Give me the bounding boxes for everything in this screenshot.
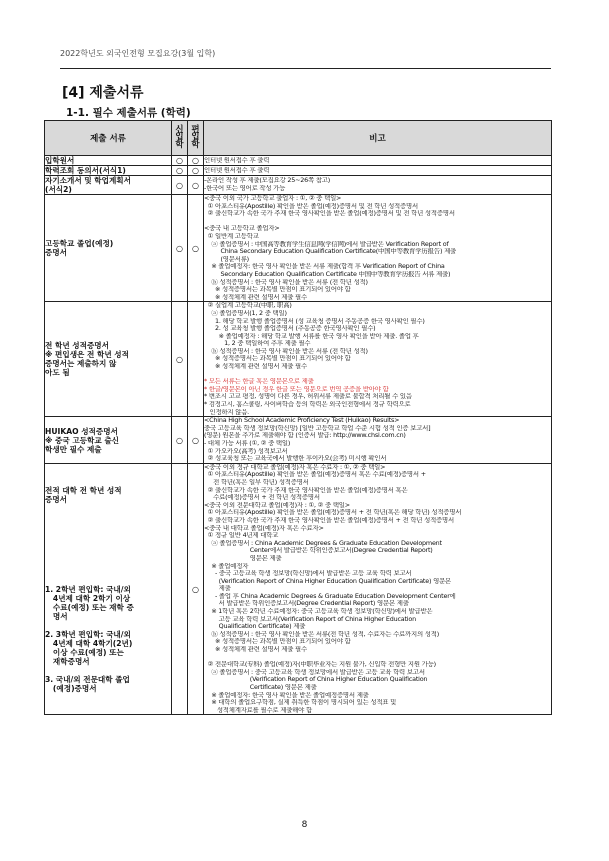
- remark-line: [204, 654, 551, 662]
- remark-line: <중국 내 대학교 졸업(예정)자 혹은 수료자>: [204, 524, 324, 532]
- remark-line: 고등 교육 학력 보고서(Verification Report of China Higher Education: [204, 615, 416, 623]
- remark-line: 1, 2 중 택일하여 추후 제출 필수: [204, 340, 311, 348]
- doc-name-line: [45, 504, 171, 513]
- doc-name-line: 재학증명서: [45, 656, 90, 666]
- doc-name-line: (서식2): [45, 185, 72, 194]
- remark-line: 인터넷 원서접수 후 출력: [204, 156, 270, 164]
- doc-name-line: ※ 중국 고등학교 출신: [45, 435, 119, 445]
- table-row: [45, 302, 552, 417]
- doc-name-line: 전적 대학 전 학년 성적: [45, 485, 122, 495]
- doc-name-line: [45, 522, 171, 531]
- remark-line: ※ 졸업예정자 : 해당 학교 발행 서류를 한국 영사 확인을 받아 제출. 졸업 후: [204, 332, 419, 340]
- remark-line: -한국어 또는 영어로 작성 가능: [204, 185, 286, 192]
- remark-line: 1. 해당 학교 발행 졸업증명서 (성 교육청 증명서 추동공증 한국 영사확인 필수): [204, 317, 425, 325]
- table-row: [45, 417, 552, 464]
- remark-line: ② 출신학교가 속한 국가 주재 한국 영사확인을 받은 졸업(예정)증명서 혹은: [204, 486, 408, 494]
- remark-line: -온라인 작성 후 제출(모집요강 25~26쪽 참고): [204, 177, 331, 185]
- transfer-admission-mark: ○: [188, 156, 204, 166]
- remark-line: ① 정규 일반 4년제 대학교: [204, 532, 279, 540]
- doc-name-line: [45, 513, 171, 522]
- doc-name-line: 자기소개서 및 학업계획서: [45, 176, 131, 185]
- remark-line: ※ 졸업예정자: 한국 영사 확인을 받은 서류 제출(합격 후 Verification Report of China: [204, 263, 445, 271]
- table-row: [45, 156, 552, 166]
- remark-line: 인터넷 원서접수 후 출력: [204, 166, 270, 174]
- warning-note: * 모든 서류는 한글 혹은 영문본으로 제출: [204, 378, 314, 386]
- header-remarks: 비고: [204, 121, 552, 156]
- remark-line: ⓐ 졸업증명서 : China Academic Degrees & Graduate Education Development: [204, 539, 442, 547]
- transfer-admission-mark: ○: [188, 195, 204, 302]
- remark-line: ※ 성적증명서는 과목별 만점이 표기되어 있어야 함: [204, 286, 351, 294]
- remarks-cell: [204, 166, 552, 176]
- remark-line: ⓐ 졸업증명서(1, 2 중 택일): [204, 309, 287, 317]
- doc-name-line: [45, 666, 171, 675]
- remark-line: ⓐ 졸업증명서 : 중국 고등교육 학생 정보망에서 발급받은 고등 교육 학력 보고서: [204, 668, 425, 676]
- page-header: 2022학년도 외국인전형 모집요강(3월 입학): [60, 49, 216, 58]
- remark-line: - 중국 고등교육 학생 정보망(학신망)에서 발급받은 고등 교육 학력 보고서: [204, 570, 412, 578]
- header-rule: [60, 68, 551, 69]
- remark-line: ※ 졸업예정자: [204, 562, 249, 570]
- new-admission-mark: ○: [172, 156, 188, 166]
- remark-line: ① 아포스티유(Apostille) 확인을 받은 졸업(예정)증명서 혹은 수료(예정)증명서 +: [204, 471, 426, 479]
- remark-line: ※ 성적증명서는 과목별 만점이 표기되어 있어야 함: [204, 638, 351, 646]
- doc-name-line: 증명서는 제출하지 않: [45, 359, 117, 369]
- doc-name-cell: [45, 302, 172, 417]
- remark-line: Secondary Education Qualification Certificate 中国中等教育学历报告 서류 제출): [204, 270, 451, 278]
- doc-name-line: 4년제 대학 4학기(2년): [45, 638, 133, 648]
- doc-name-line: [45, 621, 171, 630]
- doc-name-line: 3. 국내/외 전문대학 졸업: [45, 674, 130, 684]
- remark-line: 제출: [204, 585, 231, 593]
- new-admission-mark: ○: [172, 166, 188, 176]
- remark-line: ① 아포스티유(Apostille) 확인을 받은 졸업(예정)증명서 + 전 학년(혹은 해당 학년) 성적증명서: [204, 509, 462, 517]
- remark-line: ② 전문대학교(专科) 졸업(예정)자(中职毕业자는 지원 불가, 신입학 전형만 지원 가능): [204, 661, 436, 669]
- doc-name-line: 아도 됨: [45, 368, 70, 378]
- new-admission-mark: ○: [172, 302, 188, 417]
- doc-name-cell: [45, 166, 172, 176]
- remark-line: 인정하지 않음.: [204, 408, 249, 416]
- doc-name-line: 2. 3학년 편입학: 국내/외: [45, 629, 131, 639]
- doc-name-line: [45, 558, 171, 567]
- doc-name-line: 명서: [45, 611, 68, 621]
- remark-line: ② 실업계 고등학교(中职, 职高): [204, 302, 292, 310]
- remark-line: ① 일반계 고등학교: [204, 232, 259, 240]
- table-row: [45, 166, 552, 176]
- remark-line: <중국 내 고등학교 졸업자>: [204, 225, 280, 233]
- doc-name-line: [45, 576, 171, 585]
- section-title: [4] 제출서류: [62, 85, 144, 101]
- page-number: 8: [301, 820, 308, 830]
- transfer-admission-mark: ○: [188, 166, 204, 176]
- new-admission-mark: [172, 463, 188, 715]
- remark-line: 중국 고등교육 학생 정보망(학신망) [일반 고등학교 학업 수준 시험 성적 인증 보고서]: [204, 424, 431, 432]
- remark-line: <China High School Academic Proficiency Test (Huikao) Results>: [204, 417, 400, 425]
- table-row: [45, 463, 552, 715]
- table-row: [45, 176, 552, 195]
- remarks-cell: [204, 156, 552, 166]
- header-new: 신 입 학: [172, 121, 188, 156]
- remark-line: <중국 이외 국가 고등학교 출업자 : ①, ② 중 택일>: [204, 195, 342, 202]
- remark-line: - 대체 가능 서류 (①, ② 중 택일): [204, 440, 291, 447]
- doc-name-line: 증명서: [45, 248, 68, 258]
- doc-name-line: [45, 540, 171, 549]
- remark-line: 2. 성 교육청 발행 졸업증명서 (추동공증 한국영사확인 필수): [204, 325, 376, 333]
- remark-line: * 검정고시, 홈스쿨링, 사이버학습 등의 학력은 외국인전형에서 정규 학력으로: [204, 401, 411, 409]
- header-transfer: 편 입 학: [188, 121, 204, 156]
- doc-name-line: 4년제 대학 2학기 이상: [45, 593, 131, 603]
- doc-name-line: 고등학교 졸업(예정): [45, 239, 114, 249]
- doc-name-line: 학생만 필수 제출: [45, 444, 102, 454]
- remark-line: - 졸업 후 China Academic Degrees & Graduate Education Development Center에: [204, 592, 456, 600]
- remark-line: <중국 이외 정규 대학교 졸업(예정)자 혹은 수료자 : ①, ② 중 택일>: [204, 463, 386, 471]
- doc-name-line: 이상 수료(예정) 또는: [45, 647, 124, 657]
- doc-name-cell: [45, 176, 172, 195]
- doc-name-line: 전 학년 성적증명서: [45, 341, 109, 351]
- table-row: [45, 195, 552, 302]
- remark-line: * 변조시 고교 평정, 성명이 다른 경우, 허위서류 제출로 불합격 처리될 수 있음: [204, 393, 412, 401]
- new-admission-mark: ○: [172, 417, 188, 464]
- remark-line: Center에서 발급받은 학위인증보고서(Degree Credential Report): [204, 547, 433, 555]
- remark-line: Qualification Certificate) 제출: [204, 623, 306, 631]
- doc-name-line: [45, 549, 171, 558]
- remark-line: ⓑ 성적증명서 : 한국 영사 확인을 받은 서류 (전 학년 성적): [204, 347, 368, 355]
- transfer-admission-mark: [188, 302, 204, 417]
- remark-line: (영문서류): [204, 255, 249, 263]
- transfer-admission-mark: ○: [188, 417, 204, 464]
- doc-name-line: [45, 531, 171, 540]
- required-documents-table: [44, 120, 552, 715]
- remark-line: ⓑ 성적증명서 : 한국 영사 확인을 받은 서류(전 학년 성적, 수료자는 수료까지의 성적): [204, 630, 440, 638]
- doc-name-cell: [45, 417, 172, 464]
- remark-line: ※ 성적증명서는 과목별 만점이 표기되어 있어야 함: [204, 355, 351, 363]
- remark-line: China Secondary Education Qualification Certificate(中国中等教育学历报告) 제출: [204, 248, 457, 256]
- doc-name-line: 학력조회 동의서(서식1): [45, 166, 126, 175]
- warning-note: * 한글/영문본이 아닌 경우 한글 또는 영문으로 번역 공증을 받아야 함: [204, 385, 389, 393]
- remark-line: [204, 371, 551, 379]
- remark-line: 영문본 제출: [204, 554, 282, 562]
- transfer-admission-mark: ○: [188, 463, 204, 715]
- remark-line: ② 출신학교가 속한 국가 주재 한국 영사확인을 받은 졸업(예정)증명서 및 전 학년 성적증명서: [204, 210, 455, 218]
- doc-name-line: 1. 2학년 편입학: 국내/외: [45, 584, 131, 594]
- doc-name-line: HUIKAO 성적증명서: [45, 426, 118, 436]
- doc-name-line: (예정)증명서: [45, 683, 97, 693]
- remark-line: 성적체계자료를 필수로 제출해야 함: [204, 706, 312, 714]
- doc-name-line: 증명서: [45, 494, 68, 504]
- subsection-title: 1-1. 필수 제출서류 (학력): [66, 107, 191, 119]
- remark-line: ① 아포스티유(Apostille) 확인을 받은 졸업(예정)증명서 및 전 학년 성적증명서: [204, 202, 418, 210]
- remarks-cell: [204, 417, 552, 464]
- doc-name-line: 수료(예정) 또는 재학 증: [45, 602, 134, 612]
- table-body: [45, 156, 552, 715]
- remark-line: (Verification Report of China Higher Education Qualification Certificate) 영문본: [204, 577, 452, 585]
- remark-line: ② 성교육청 또는 교육국에서 발행한 후이카오(会考) 미시행 확인서: [204, 455, 387, 463]
- new-admission-mark: ○: [172, 195, 188, 302]
- remark-line: ※ 성적체계 관련 설명서 제출 필수: [204, 293, 307, 301]
- doc-name-cell: [45, 463, 172, 715]
- remark-line: ※ 졸업예정자: 한국 영사 확인을 받은 졸업예정증명서 제출: [204, 691, 369, 699]
- remarks-cell: [204, 176, 552, 195]
- remark-line: Certificate) 영문본 제출: [204, 684, 317, 691]
- doc-name-cell: [45, 195, 172, 302]
- remark-line: (영문) 원본을 추가로 제출해야 함 (인증서 발급: http://www.chsi.com.cn): [204, 432, 406, 440]
- remark-line: ⓑ 성적증명서 : 한국 영사 확인을 받은 서류 (전 학년 성적): [204, 278, 368, 286]
- transfer-admission-mark: ○: [188, 176, 204, 195]
- remark-line: (Verification Report of China Higher Education Qualification: [204, 676, 428, 684]
- remark-line: ② 출신학교가 속한 국가 주재 한국 영사확인을 받은 졸업(예정)증명서 + 전 학년 성적증명서: [204, 516, 454, 524]
- doc-name-line: 입학원서: [45, 156, 75, 165]
- remark-line: <중국 이외 전문대학교 졸업(예정)자 : ①, ② 중 택일>: [204, 501, 350, 509]
- remark-line: 수료(예정)증명서 + 전 학년 성적증명서: [204, 494, 320, 502]
- remark-line: ① 가오카오(高考) 성적보고서: [204, 447, 288, 455]
- remark-line: ※ 대학의 졸업요구학점, 실제 취득한 학점이 명시되어 있는 성적표 및: [204, 699, 397, 707]
- remarks-cell: [204, 302, 552, 417]
- remarks-cell: [204, 195, 552, 302]
- remark-line: ※ 성적체계 관련 설명서 제출 필수: [204, 646, 307, 654]
- doc-name-cell: [45, 156, 172, 166]
- remark-line: ⓐ 졸업증명서 : 中国高等教育学生信息网(学信网)에서 발급받은 Verification Report of: [204, 240, 449, 248]
- remark-line: [204, 218, 551, 226]
- remark-line: ※ 성적체계 관련 설명서 제출 필수: [204, 363, 307, 371]
- header-doc: 제출 서류: [45, 121, 172, 156]
- table-header-row: [45, 121, 552, 156]
- remark-line: ※ 1학년 혹은 2학년 수료예정자: 중국 고등교육 학생 정보망(학신망)에서 발급받은: [204, 608, 433, 616]
- remarks-cell: [204, 463, 552, 715]
- remark-line: 서 발급받은 학위인증보고서(Degree Credential Report) 영문본 제출: [204, 600, 409, 608]
- doc-name-line: [45, 567, 171, 576]
- new-admission-mark: ○: [172, 176, 188, 195]
- remark-line: 전 학년(혹은 일부 학년) 성적증명서: [204, 478, 309, 486]
- doc-name-line: ※ 편입생은 전 학년 성적: [45, 350, 129, 360]
